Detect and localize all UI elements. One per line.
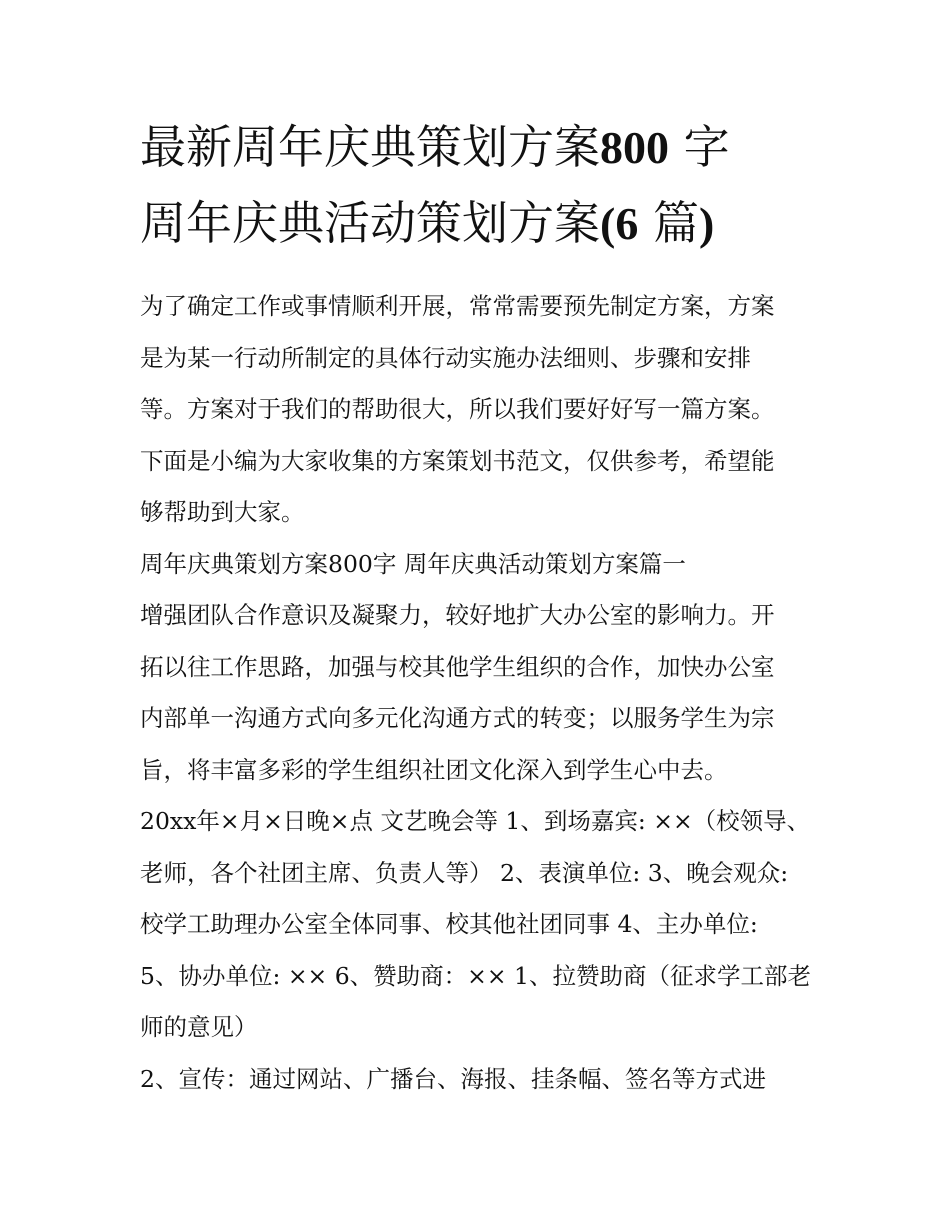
text-line: 为了确定工作或事情顺利开展，常常需要预先制定方案，方案 xyxy=(140,292,775,320)
title-line-1-suffix: 字 xyxy=(669,120,730,174)
title-line-1-number: 800 xyxy=(600,122,669,173)
title-line-2-text: 周年庆典活动策划方案 xyxy=(140,196,600,250)
text-line: 师的意见） xyxy=(140,1013,258,1041)
title-line-2-close-paren: ) xyxy=(698,198,715,249)
text-line: 老师，各个社团主席、负责人等） 2、表演单位: 3、晚会观众: xyxy=(140,858,789,887)
text-line: 下面是小编为大家收集的方案策划书范文，仅供参考，希望能 xyxy=(140,446,775,475)
paragraph-intro xyxy=(140,281,820,539)
title-line-2 xyxy=(140,188,840,258)
text-line: 够帮助到大家。 xyxy=(140,498,305,526)
section-heading-text: 周年庆典策划方案800字 周年庆典活动策划方案篇一 xyxy=(140,549,686,578)
section-heading xyxy=(140,539,820,591)
text-line: 5、协办单位: ×× 6、赞助商：×× 1、拉赞助商（征求学工部老 xyxy=(140,961,811,990)
text-line: 2、宣传：通过网站、广播台、海报、挂条幅、签名等方式进 xyxy=(140,1064,766,1093)
text-line: 拓以往工作思路，加强与校其他学生组织的合作，加快办公室 xyxy=(140,652,775,681)
text-line: 校学工助理办公室全体同事、校其他社团同事 4、主办单位: xyxy=(140,910,758,938)
title-line-1 xyxy=(140,112,840,182)
text-line: 是为某一行动所制定的具体行动实施办法细则、步骤和安排 xyxy=(140,343,751,372)
text-line: 20xx年×月×日晚×点 文艺晚会等 1、到场嘉宾: ××（校领导、 xyxy=(140,807,811,835)
paragraph-publicity xyxy=(140,1054,820,1106)
document-body xyxy=(140,281,820,1105)
paragraph-purpose xyxy=(140,590,820,796)
title-line-2-suffix: 篇 xyxy=(638,196,699,250)
text-line: 内部单一沟通方式向多元化沟通方式的转变；以服务学生为宗 xyxy=(140,704,775,732)
text-line: 增强团队合作意识及凝聚力，较好地扩大办公室的影响力。开 xyxy=(140,601,775,629)
document-title xyxy=(140,112,840,258)
text-line: 等。方案对于我们的帮助很大，所以我们要好好写一篇方案。 xyxy=(140,395,775,423)
title-line-2-count: (6 xyxy=(600,198,639,249)
text-line: 旨，将丰富多彩的学生组织社团文化深入到学生心中去。 xyxy=(140,755,728,784)
title-line-1-text: 最新周年庆典策划方案 xyxy=(140,120,600,174)
paragraph-event-details xyxy=(140,796,820,1054)
